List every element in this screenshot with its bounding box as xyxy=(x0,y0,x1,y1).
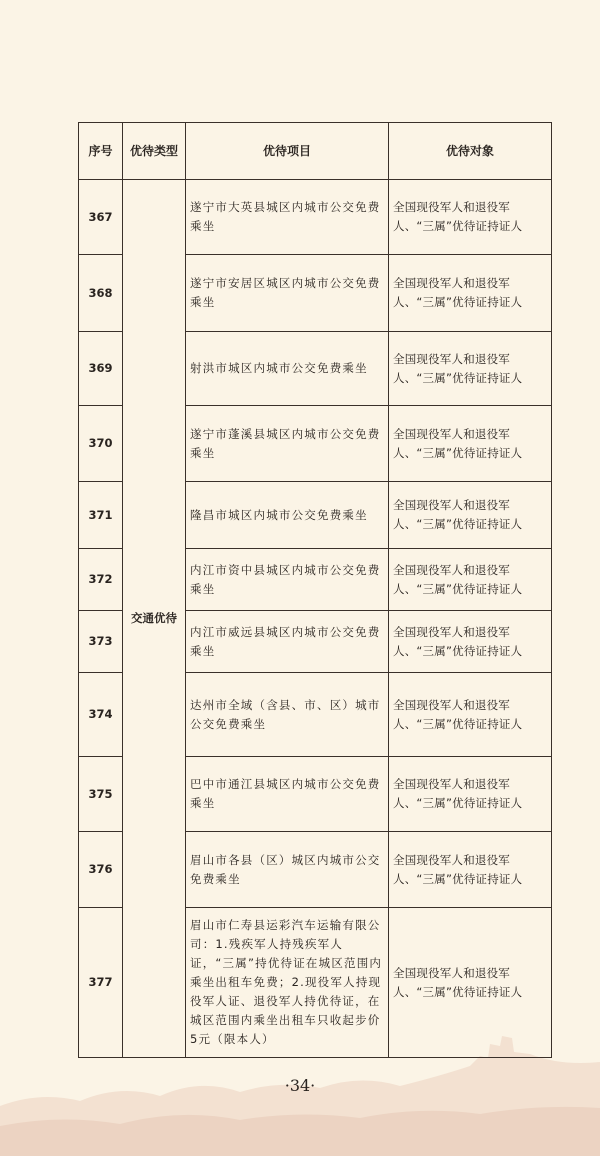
benefit-item: 巴中市通江县城区内城市公交免费乘坐 xyxy=(186,757,389,832)
row-number: 369 xyxy=(79,332,123,406)
page-number: ·34· xyxy=(284,1076,316,1095)
benefit-item: 遂宁市安居区城区内城市公交免费乘坐 xyxy=(186,255,389,332)
benefit-target: 全国现役军人和退役军人、“三属”优待证持证人 xyxy=(389,757,552,832)
benefit-item: 达州市全域（含县、市、区）城市公交免费乘坐 xyxy=(186,673,389,757)
row-number: 376 xyxy=(79,832,123,908)
header-benefit-item: 优待项目 xyxy=(186,123,389,180)
benefit-item: 内江市威远县城区内城市公交免费乘坐 xyxy=(186,611,389,673)
header-benefit-target: 优待对象 xyxy=(389,123,552,180)
benefit-item: 眉山市仁寿县运彩汽车运输有限公司：1.残疾军人持残疾军人证，“三属”持优待证在城区范围内乘坐出租车免费；2.现役军人持现役军人证、退役军人持优待证，在城区范围内乘坐出租车只收起步价5元（限本人） xyxy=(186,908,389,1058)
benefit-target: 全国现役军人和退役军人、“三属”优待证持证人 xyxy=(389,549,552,611)
benefit-target: 全国现役军人和退役军人、“三属”优待证持证人 xyxy=(389,832,552,908)
benefit-target: 全国现役军人和退役军人、“三属”优待证持证人 xyxy=(389,673,552,757)
row-number: 375 xyxy=(79,757,123,832)
benefit-item: 遂宁市蓬溪县城区内城市公交免费乘坐 xyxy=(186,406,389,482)
benefit-category: 交通优待 xyxy=(123,180,186,1058)
benefit-item: 射洪市城区内城市公交免费乘坐 xyxy=(186,332,389,406)
row-number: 377 xyxy=(79,908,123,1058)
benefit-target: 全国现役军人和退役军人、“三属”优待证持证人 xyxy=(389,611,552,673)
row-number: 373 xyxy=(79,611,123,673)
row-number: 372 xyxy=(79,549,123,611)
row-number: 370 xyxy=(79,406,123,482)
benefit-target: 全国现役军人和退役军人、“三属”优待证持证人 xyxy=(389,482,552,549)
benefit-item: 隆昌市城区内城市公交免费乘坐 xyxy=(186,482,389,549)
benefit-target: 全国现役军人和退役军人、“三属”优待证持证人 xyxy=(389,332,552,406)
benefit-target: 全国现役军人和退役军人、“三属”优待证持证人 xyxy=(389,255,552,332)
row-number: 368 xyxy=(79,255,123,332)
row-number: 371 xyxy=(79,482,123,549)
table-row xyxy=(79,180,552,255)
benefit-target: 全国现役军人和退役军人、“三属”优待证持证人 xyxy=(389,908,552,1058)
benefit-item: 内江市资中县城区内城市公交免费乘坐 xyxy=(186,549,389,611)
header-benefit-type: 优待类型 xyxy=(123,123,186,180)
benefit-item: 遂宁市大英县城区内城市公交免费乘坐 xyxy=(186,180,389,255)
benefit-item: 眉山市各县（区）城区内城市公交免费乘坐 xyxy=(186,832,389,908)
row-number: 374 xyxy=(79,673,123,757)
table-header-row xyxy=(79,123,552,180)
benefit-target: 全国现役军人和退役军人、“三属”优待证持证人 xyxy=(389,180,552,255)
row-number: 367 xyxy=(79,180,123,255)
benefit-target: 全国现役军人和退役军人、“三属”优待证持证人 xyxy=(389,406,552,482)
benefits-table xyxy=(78,122,552,1058)
header-serial-number: 序号 xyxy=(79,123,123,180)
